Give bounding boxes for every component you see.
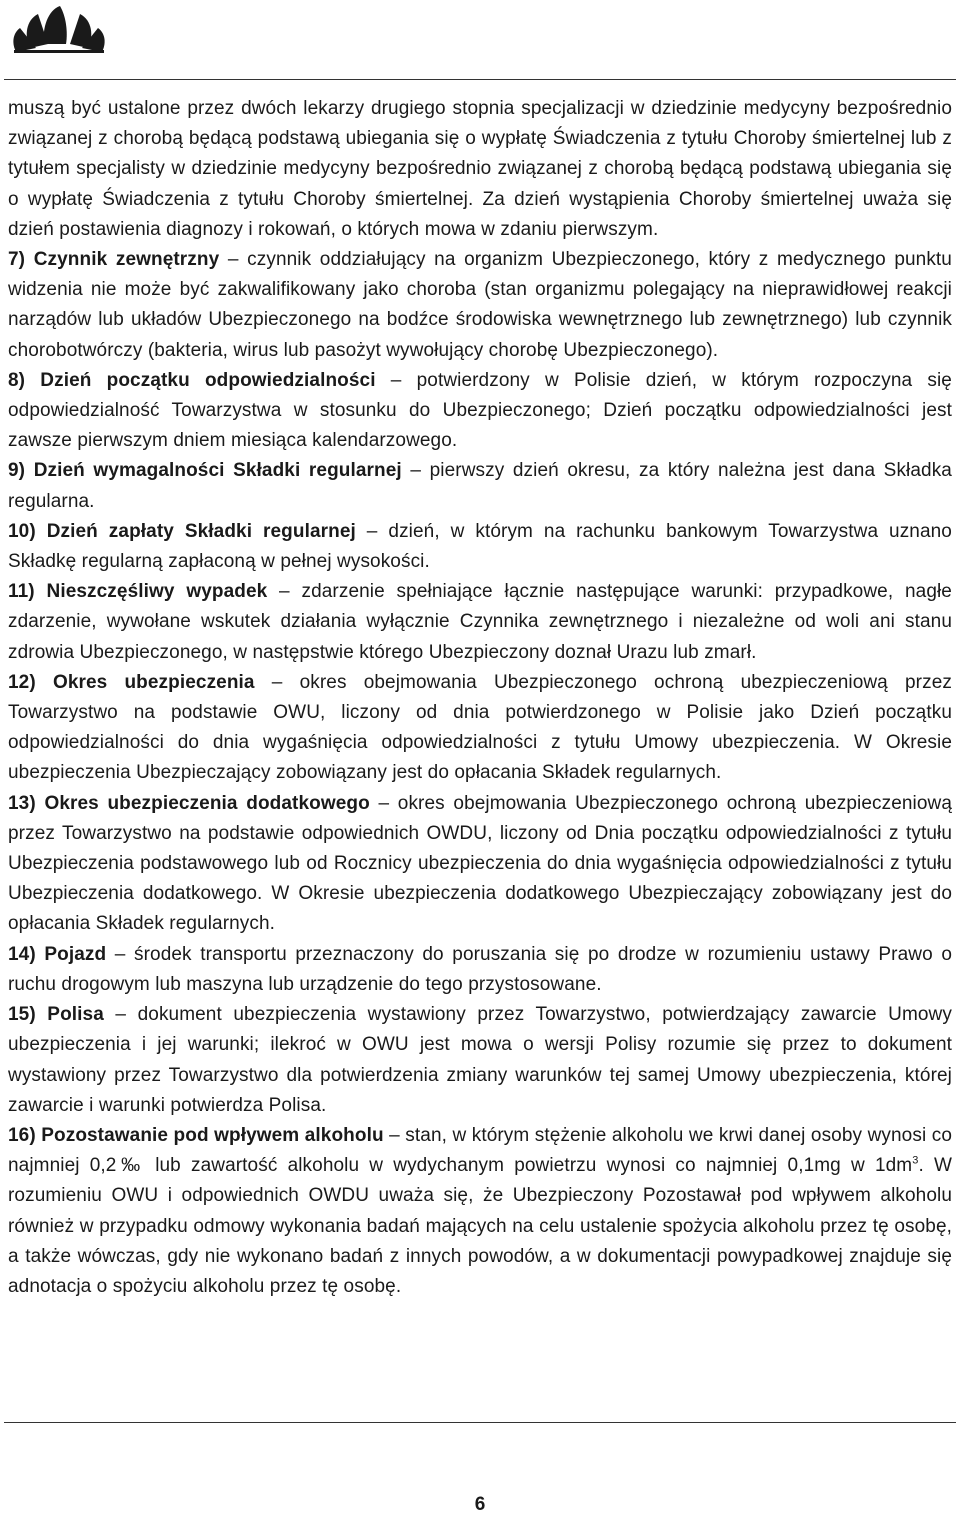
definition-text: potwierdzony w Polisie dzień, w którym rozpoczyna się odpowiedzialność Towarzystwa w stosunku do Ubezpieczonego; Dzień początku odpowiedzialności jest zawsze pierwszym dniem miesiąca kalendarzowego. xyxy=(8,369,952,452)
definition-number: 9) xyxy=(8,460,26,482)
definition-term: Polisa xyxy=(47,1004,104,1026)
definition-separator: – xyxy=(254,671,300,693)
page-number: 6 xyxy=(474,1494,486,1515)
fan-shell-logo-icon xyxy=(10,4,108,54)
document-body xyxy=(8,94,952,1302)
definition-11 xyxy=(8,577,952,668)
definition-text: okres obejmowania Ubezpieczonego ochroną ubezpieczeniową przez Towarzystwo na podstawie OWU, liczony od dnia potwierdzonego w Polisie jako Dzień początku odpowiedzialności do dnia wygaśnięcia odpowiedzialności z tytułu Umowy ubezpieczenia. W Okresie ubezpieczenia Ubezpieczający zobowiązany jest do opłacania Składek regularnych. xyxy=(8,671,952,784)
definition-text: pierwszy dzień okresu, za który należna jest dana Składka regularna. xyxy=(8,460,952,512)
definition-number: 8) xyxy=(8,369,26,391)
definition-term: Dzień zapłaty Składki regularnej xyxy=(46,520,356,542)
definition-9 xyxy=(8,456,952,516)
definition-separator: – xyxy=(383,1124,406,1146)
definition-10 xyxy=(8,517,952,577)
definition-number: 10) xyxy=(8,520,36,542)
definition-text-continued: . W rozumieniu OWU i odpowiednich OWDU uważa się, że Ubezpieczony Pozostawał pod wpływem alkoholu również w przypadku odmowy wykonania badań mających na celu ustalenie spożycia alkoholu przez tę osobę, a także wówczas, gdy nie wykonano badań z innych powodów, a w dokumentacji powypadkowej znajduje się adnotacja o spożyciu alkoholu przez tę osobę. xyxy=(8,1155,952,1297)
definition-term: Okres ubezpieczenia xyxy=(52,671,255,693)
definition-text: środek transportu przeznaczony do poruszania się po drodze w rozumieniu ustawy Prawo o ruchu drogowym lub maszyna lub urządzenie do tego przystosowane. xyxy=(8,943,952,995)
definition-separator: – xyxy=(267,581,302,603)
definition-15 xyxy=(8,1000,952,1121)
definition-number: 12) xyxy=(8,671,36,693)
paragraph-intro xyxy=(8,94,952,245)
definition-13 xyxy=(8,789,952,940)
paragraph-text: muszą być ustalone przez dwóch lekarzy drugiego stopnia specjalizacji w dziedzinie medycyny bezpośrednio związanej z chorobą będącą podstawą ubiegania się o wypłatę Świadczenia z tytułu Choroby śmiertelnej lub z tytułem specjalisty w dziedzinie medycyny bezpośrednio związanej z chorobą będącą podstawą ubiegania się o wypłatę Świadczenia z tytułu Choroby śmiertelnej. Za dzień wystąpienia Choroby śmiertelnej uważa się dzień postawienia diagnozy i rokowań, o których mowa w zdaniu pierwszym. xyxy=(8,98,952,240)
definition-number: 13) xyxy=(8,792,36,814)
definition-term: Okres ubezpieczenia dodatkowego xyxy=(44,792,370,814)
definition-8 xyxy=(8,366,952,457)
header-divider xyxy=(4,79,956,80)
footer-divider xyxy=(4,1422,956,1423)
definition-term: Czynnik zewnętrzny xyxy=(33,249,220,271)
definition-term: Pojazd xyxy=(44,943,107,965)
definition-text: dokument ubezpieczenia wystawiony przez Towarzystwo, potwierdzający zawarcie Umowy ubezpieczenia i jej warunki; ilekroć w OWU jest mowa o wersji Polisy rozumie się przez to dokument wystawiony przez Towarzystwo dla potwierdzenia zmiany warunków tej samej Umowy ubezpieczenia, której zawarcie i warunki potwierdza Polisa. xyxy=(8,1004,952,1116)
definition-separator: – xyxy=(355,520,389,542)
definition-separator: – xyxy=(401,460,430,482)
definition-separator: – xyxy=(219,249,248,271)
definition-number: 16) xyxy=(8,1124,36,1146)
definition-12 xyxy=(8,668,952,789)
definition-separator: – xyxy=(103,1004,138,1026)
definition-term: Nieszczęśliwy wypadek xyxy=(46,581,268,603)
definition-number: 14) xyxy=(8,943,36,965)
definition-text: dzień, w którym na rachunku bankowym Towarzystwa uznano Składkę regularną zapłaconą w pełnej wysokości. xyxy=(8,520,952,573)
definition-text: stan, w którym stężenie alkoholu we krwi danej osoby wynosi co najmniej 0,2‰ lub zawartość alkoholu w wydychanym powietrzu wynosi co najmniej 0,1mg w 1dm xyxy=(8,1124,952,1177)
definition-number: 15) xyxy=(8,1004,36,1026)
definition-separator: – xyxy=(106,943,135,965)
definition-separator: – xyxy=(369,792,398,814)
definition-16 xyxy=(8,1121,952,1302)
definition-text: czynnik oddziałujący na organizm Ubezpieczonego, który z medycznego punktu widzenia nie może być zakwalifikowany jako choroba (stan organizmu polegający na nieprawidłowej reakcji narządów lub układów Ubezpieczonego na bodźce środowiska wewnętrznego lub zewnętrznego) lub czynnik chorobotwórczy (bakteria, wirus lub pasożyt wywołujący chorobę Ubezpieczonego). xyxy=(8,249,952,361)
definition-term: Dzień początku odpowiedzialności xyxy=(40,369,376,391)
definition-7 xyxy=(8,245,952,366)
definition-term: Pozostawanie pod wpływem alkoholu xyxy=(41,1124,384,1146)
definition-number: 11) xyxy=(8,581,35,603)
definition-text: okres obejmowania Ubezpieczonego ochroną ubezpieczeniową przez Towarzystwo na podstawie odpowiednich OWDU, liczony od Dnia początku odpowiedzialności z tytułu Ubezpieczenia podstawowego lub od Rocznicy ubezpieczenia do dnia wygaśnięcia odpowiedzialności z tytułu Ubezpieczenia dodatkowego. W Okresie ubezpieczenia dodatkowego Ubezpieczający zobowiązany jest do opłacania Składek regularnych. xyxy=(8,792,952,935)
definition-text: zdarzenie spełniające łącznie następujące warunki: przypadkowe, nagłe zdarzenie, wywołane wskutek działania wyłącznie Czynnika zewnętrznego i niezależne od woli ani stanu zdrowia Ubezpieczonego, w następstwie którego Ubezpieczony doznał Urazu lub zmarł. xyxy=(8,581,952,663)
definition-14 xyxy=(8,940,952,1000)
superscript-exponent: 3 xyxy=(912,1154,919,1167)
definition-term: Dzień wymagalności Składki regularnej xyxy=(33,460,402,482)
definition-separator: – xyxy=(375,369,417,391)
definition-number: 7) xyxy=(8,249,26,271)
